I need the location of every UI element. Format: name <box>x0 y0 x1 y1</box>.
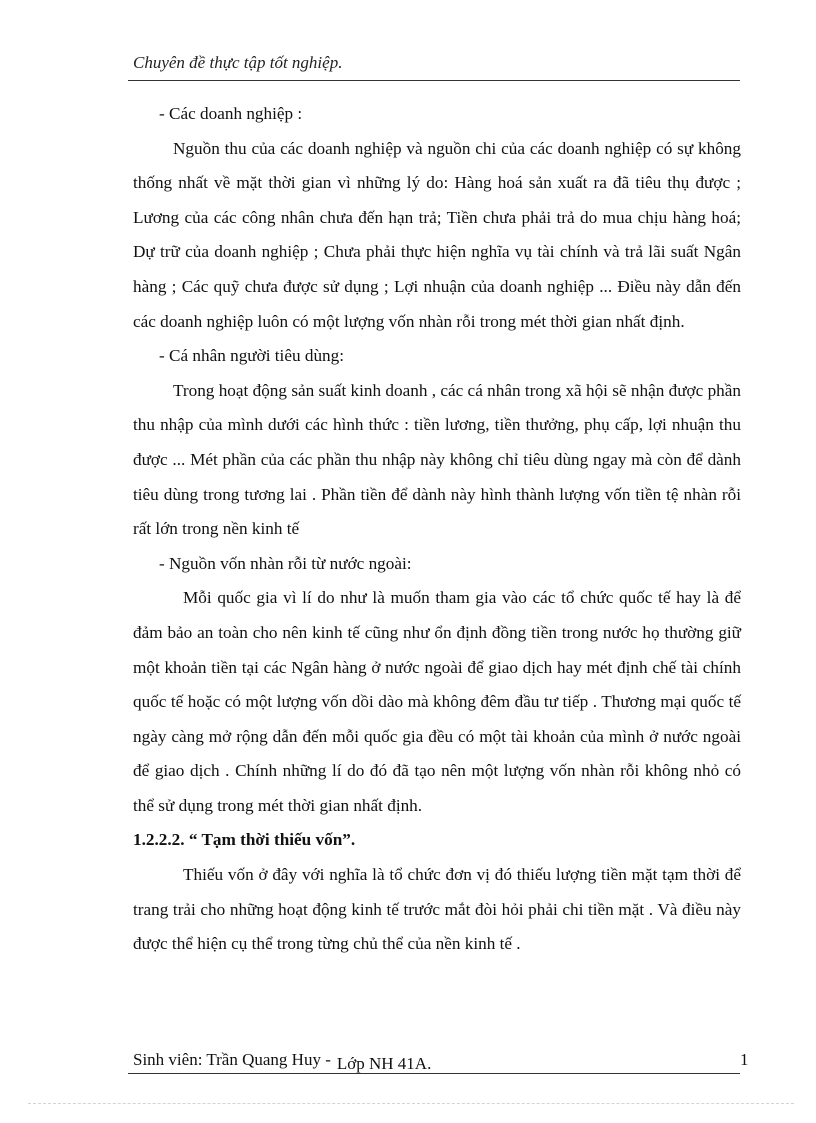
paragraph-enterprises: Nguồn thu của các doanh nghiệp và nguồn chi của các doanh nghiệp có sự không thống nhất về mặt thời gian vì những lý do: Hàng hoá sản xuất ra đã tiêu thụ được ; Lương của các công nhân chưa đến hạn trả; Tiền chưa phải trả do mua chịu hàng hoá; Dự trữ của doanh nghiệp ; Chưa phải thực hiện nghĩa vụ tài chính và trả lãi suất Ngân hàng ; Các quỹ chưa được sử dụng ; Lợi nhuận của doanh nghiệp ... Điều này dẫn đến các doanh nghiệp luôn có một lượng vốn nhàn rỗi trong mét thời gian nhất định. <box>133 138 741 331</box>
bullet-enterprises: - Các doanh nghiệp : <box>159 104 303 123</box>
bullet-consumers: - Cá nhân người tiêu dùng: <box>159 346 345 366</box>
paragraph-foreign-capital: Mỗi quốc gia vì lí do như là muốn tham gia vào các tổ chức quốc tế hay là để đảm bảo an toàn cho nên kinh tế cũng như ổn định đồng tiền trong nước họ thường giữ một khoản tiền tại các Ngân hàng ở nước ngoài để giao dịch hay mét định chế tài chính quốc tế hoặc có một lượng vốn dồi dào mà không đêm đầu tư tiếp . Thương mại quốc tế ngày càng mở rộng dẫn đến mỗi quốc gia đều có một tài khoản của mình ở nước ngoài để giao dịch . Chính những lí do đó đã tạo nên một lượng vốn nhàn rỗi không nhỏ có thể sử dụng trong mét thời gian nhất định. <box>133 588 741 815</box>
document-body <box>133 97 741 962</box>
footer-divider <box>128 1073 740 1074</box>
page-break-line <box>28 1103 794 1104</box>
bullet-foreign-capital: - Nguồn vốn nhàn rỗi từ nước ngoài: <box>159 553 412 573</box>
page-number: 1 <box>740 1050 749 1069</box>
section-heading: 1.2.2.2. “ Tạm thời thiếu vốn”. <box>133 830 356 850</box>
page-header-title: Chuyên đề thực tập tốt nghiệp. <box>133 53 343 72</box>
page-footer <box>133 1050 432 1073</box>
paragraph-capital-shortage: Thiếu vốn ở đây với nghĩa là tổ chức đơn vị đó thiếu lượng tiền mặt tạm thời để trang trải cho những hoạt động kinh tế trước mắt đòi hỏi phải chi tiền mặt . Và điều này được thể hiện cụ thể trong từng chủ thể của nền kinh tế . <box>133 865 741 954</box>
footer-student: Sinh viên: Trần Quang Huy - <box>133 1050 331 1069</box>
header-divider <box>128 80 740 81</box>
footer-class: Lớp NH 41A. <box>336 1054 432 1073</box>
paragraph-consumers: Trong hoạt động sản suất kinh doanh , các cá nhân trong xã hội sẽ nhận được phần thu nhập của mình dưới các hình thức : tiền lương, tiền thưởng, phụ cấp, lợi nhuận thu được ... Mét phần của các phần thu nhập này không chỉ tiêu dùng ngay mà còn để dành tiêu dùng trong tương lai . Phần tiền để dành này hình thành lượng vốn tiền tệ nhàn rỗi rất lớn trong nền kinh tế <box>133 380 741 539</box>
